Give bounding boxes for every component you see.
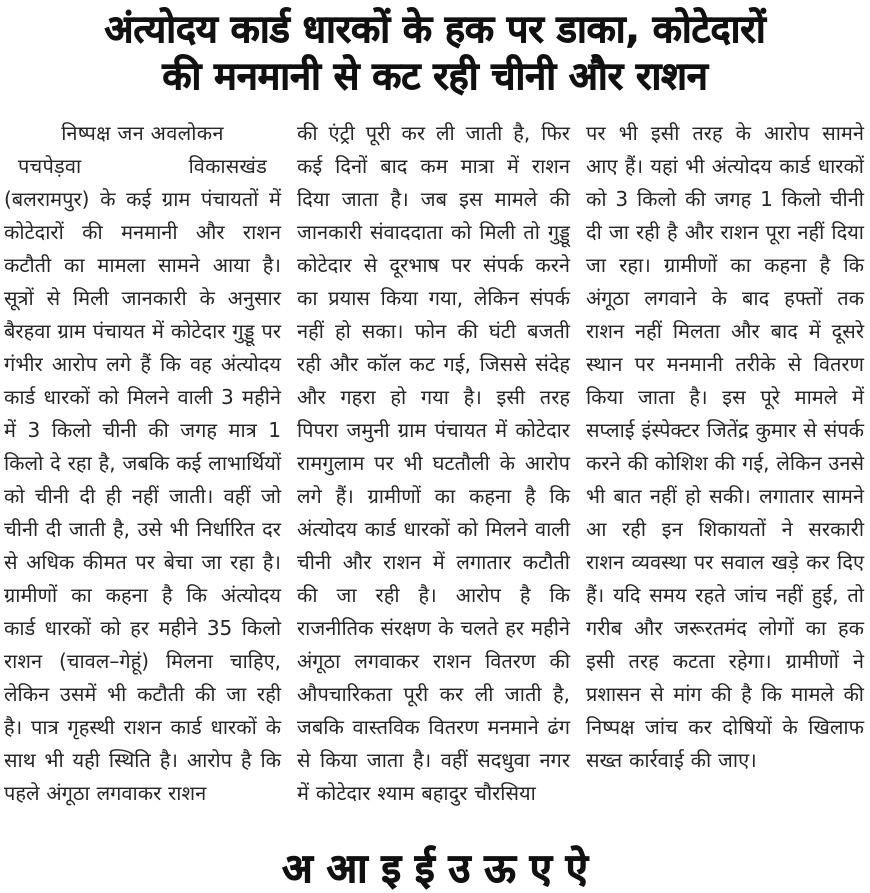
byline: निष्पक्ष जन अवलोकन bbox=[61, 121, 224, 145]
headline-line-1: अंत्योदय कार्ड धारकों के हक पर डाका, कोटेदारों bbox=[104, 7, 766, 51]
article-column-3 bbox=[580, 117, 870, 849]
article-column-1 bbox=[0, 117, 291, 849]
next-headline-peek: अ आ इ ई उ ऊ ए ऐ bbox=[282, 846, 588, 892]
column-1-body: (बलरामपुर) के कई ग्राम पंचायतों में कोटेदारों की मनमानी और राशन कटौती का मामला सामने आया है। सूत्रों से मिली जानकारी के अनुसार बैरहवा ग्राम पंचायत में कोटेदार गुड्डू पर गंभीर आरोप लगे हैं कि वह अंत्योदय कार्ड धारकों को मिलने वाली 3 महीने में 3 किलो चीनी की जगह मात्र 1 किलो दे रहा है, जबकि कई लाभार्थियों को चीनी दी ही नहीं जाती। वहीं जो चीनी दी जाती है, उसे भी निर्धारित दर से अधिक कीमत पर बेचा जा रहा है। ग्रामीणों का कहना है कि अंत्योदय कार्ड धारकों को हर महीने 35 किलो राशन (चावल–गेहूं) मिलना चाहिए, लेकिन उसमें भी कटौती की जा रही है। पात्र गृहस्थी राशन कार्ड धारकों के साथ भी यही स्थिति है। आरोप है कि पहले अंगूठा लगवाकर राशन bbox=[4, 187, 281, 805]
article-columns bbox=[0, 117, 870, 849]
headline-line-2: की मनमानी से कट रही चीनी और राशन bbox=[162, 54, 708, 98]
article-headline bbox=[0, 0, 870, 100]
dateline: पचपेड़वा विकासखंड bbox=[18, 154, 267, 178]
column-2-body: की एंट्री पूरी कर ली जाती है, फिर कई दिनों बाद कम मात्रा में राशन दिया जाता है। जब इस मामले की जानकारी संवाददाता को मिली तो गुड्डू कोटेदार से दूरभाष पर संपर्क करने का प्रयास किया गया, लेकिन संपर्क नहीं हो सका। फोन की घंटी बजती रही और कॉल कट गई, जिससे संदेह और गहरा हो गया है। इसी तरह पिपरा जमुनी ग्राम पंचायत में कोटेदार रामगुलाम पर भी घटतौली के आरोप लगे हैं। ग्रामीणों का कहना है कि अंत्योदय कार्ड धारकों को मिलने वाली चीनी और राशन में लगातार कटौती की जा रही है। आरोप है कि राजनीतिक संरक्षण के चलते हर महीने अंगूठा लगवाकर राशन वितरण की औपचारिकता पूरी कर ली जाती है, जबकि वास्तविक वितरण मनमाने ढंग से किया जाता है। वहीं सदधुवा नगर में कोटेदार श्याम बहादुर चौरसिया bbox=[297, 121, 570, 805]
column-3-body: पर भी इसी तरह के आरोप सामने आए हैं। यहां भी अंत्योदय कार्ड धारकों को 3 किलो की जगह 1 किलो चीनी दी जा रही है और राशन पूरा नहीं दिया जा रहा। ग्रामीणों का कहना है कि अंगूठा लगवाने के बाद हफ्तों तक राशन नहीं मिलता और बाद में दूसरे स्थान पर मनमानी तरीके से वितरण किया जाता है। इस पूरे मामले में सप्लाई इंस्पेक्टर जितेंद्र कुमार से संपर्क करने की कोशिश की गई, लेकिन उनसे भी बात नहीं हो सकी। लगातार सामने आ रही इन शिकायतों ने सरकारी राशन व्यवस्था पर सवाल खड़े कर दिए हैं। यदि समय रहते जांच नहीं हुई, तो गरीब और जरूरतमंद लोगों का हक इसी तरह कटता रहेगा। ग्रामीणों ने प्रशासन से मांग की है कि मामले की निष्पक्ष जांच कर दोषियों के खिलाफ सख्त कार्रवाई की जाए। bbox=[586, 121, 865, 772]
article-column-2 bbox=[291, 117, 580, 849]
